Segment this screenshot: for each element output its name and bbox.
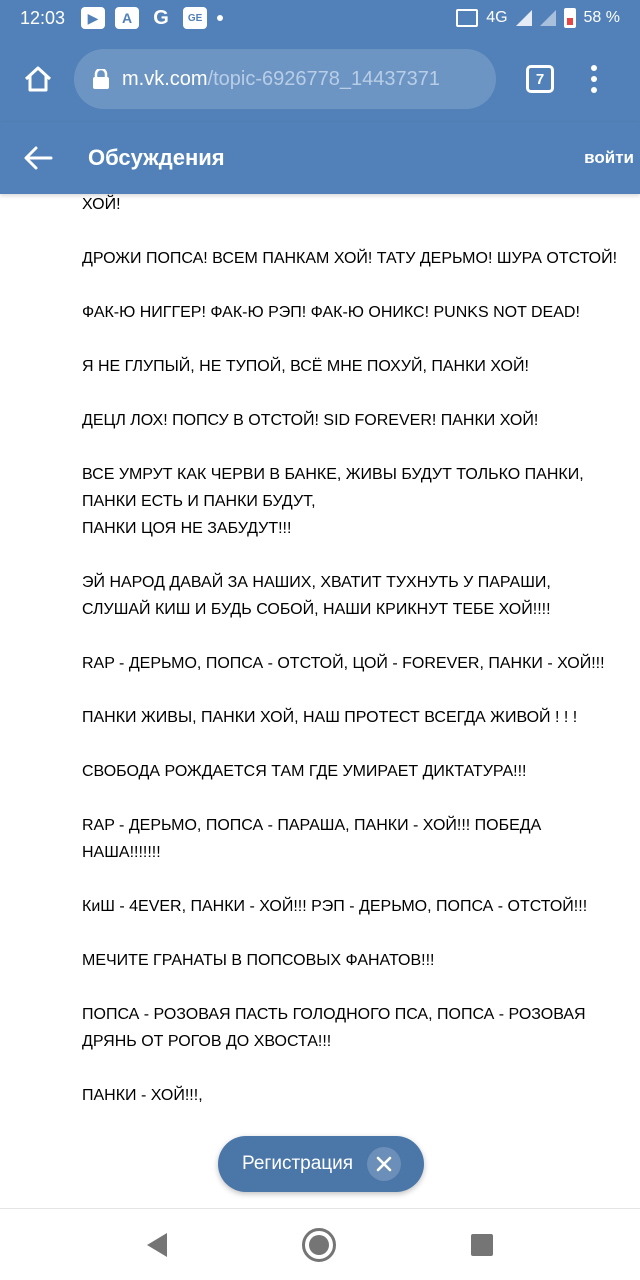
post-text: ХОЙ! ДРОЖИ ПОПСА! ВСЕМ ПАНКАМ ХОЙ! ТАТУ ДЕРЬМО! ШУРА ОТСТОЙ! ФАК-Ю НИГГЕР! ФАК-Ю РЭП! ФАК-Ю ОНИКС! PUNKS NOT DEAD! Я НЕ ГЛУПЫЙ, НЕ ТУПОЙ, ВСЁ МНЕ ПОХУЙ, ПАНКИ ХОЙ! ДЕЦЛ ЛОХ! ПОПСУ В ОТСТОЙ! SID FOREVER! ПАНКИ ХОЙ! ВСЕ УМРУТ КАК ЧЕРВИ В БАНКЕ, ЖИВЫ БУДУТ ТОЛЬКО ПАНКИ, ПАНКИ ЕСТЬ И ПАНКИ БУДУТ, ПАНКИ ЦОЯ НЕ ЗАБУДУТ!!! ЭЙ НАРОД ДАВАЙ ЗА НАШИХ, ХВАТИТ ТУХНУТЬ У ПАРАШИ, СЛУШАЙ КИШ И БУДЬ СОБОЙ, НАШИ КРИКНУТ ТЕБЕ ХОЙ!!!! RAP - ДЕРЬМО, ПОПСА - ОТСТОЙ, ЦОЙ - FOREVER, ПАНКИ - ХОЙ!!! ПАНКИ ЖИВЫ, ПАНКИ ХОЙ, НАШ ПРОТЕСТ ВСЕГДА ЖИВОЙ ! ! ! СВОБОДА РОЖДАЕТСЯ ТАМ ГДЕ УМИРАЕТ ДИКТАТУРА!!! RAP - ДЕРЬМО, ПОПСА - ПАРАША, ПАНКИ - ХОЙ!!! ПОБЕДА НАША!!!!!!! КиШ - 4EVER, ПАНКИ - ХОЙ!!! РЭП - ДЕРЬМО, ПОПСА - ОТСТОЙ!!! МЕЧИТЕ ГРАНАТЫ В ПОПСОВЫХ ФАНАТОВ!!! ПОПСА - РОЗОВАЯ ПАСТЬ ГОЛОДНОГО ПСА, ПОПСА - РОЗОВАЯ ДРЯНЬ ОТ РОГОВ ДО ХВОСТА!!! ПАНКИ - ХОЙ!!!, — [82, 196, 618, 1104]
browser-toolbar — [0, 36, 640, 122]
auto-text-icon: A — [115, 7, 139, 29]
close-icon — [376, 1156, 392, 1172]
more-vert-dot — [591, 76, 597, 82]
status-time: 12:03 — [20, 7, 66, 28]
signal-icon — [516, 10, 532, 26]
home-icon — [22, 63, 54, 95]
signal-icon-2 — [540, 10, 556, 26]
browser-home-button[interactable] — [18, 59, 58, 99]
app-header — [0, 122, 640, 194]
browser-menu-button[interactable] — [588, 65, 600, 93]
nav-recent-apps-icon[interactable] — [471, 1234, 493, 1256]
login-button[interactable]: войти — [584, 148, 634, 167]
status-right — [456, 8, 620, 28]
battery-icon — [564, 8, 576, 28]
url-bar[interactable] — [74, 49, 496, 109]
tabs-button[interactable] — [526, 65, 554, 93]
url-path: /topic-6926778_14437371 — [207, 67, 440, 90]
lock-icon — [92, 69, 110, 89]
tab-count: 7 — [535, 70, 545, 88]
more-vert-dot — [591, 87, 597, 93]
nav-home-dot — [309, 1235, 329, 1255]
back-button[interactable] — [20, 140, 56, 176]
status-left — [20, 7, 223, 29]
message-icon: GE — [183, 7, 207, 29]
nav-home-icon[interactable] — [302, 1228, 336, 1262]
more-vert-icon — [591, 65, 597, 71]
system-nav-bar — [0, 1208, 640, 1280]
topic-content[interactable] — [0, 194, 640, 1208]
arrow-left-icon — [23, 145, 53, 171]
notification-dot-icon — [217, 15, 223, 21]
nav-back-icon[interactable] — [147, 1233, 167, 1257]
page-title: Обсуждения — [88, 145, 225, 170]
network-type: 4G — [486, 9, 508, 26]
google-icon: G — [153, 6, 169, 29]
registration-button[interactable]: Регистрация — [242, 1153, 354, 1174]
vibrate-icon — [456, 9, 478, 27]
url-domain: m.vk.com — [122, 67, 208, 90]
registration-close-button[interactable] — [367, 1147, 401, 1181]
status-bar — [0, 0, 640, 36]
battery-level: 58 % — [583, 9, 620, 26]
play-store-icon: ▶ — [81, 7, 105, 29]
registration-banner — [218, 1136, 424, 1192]
